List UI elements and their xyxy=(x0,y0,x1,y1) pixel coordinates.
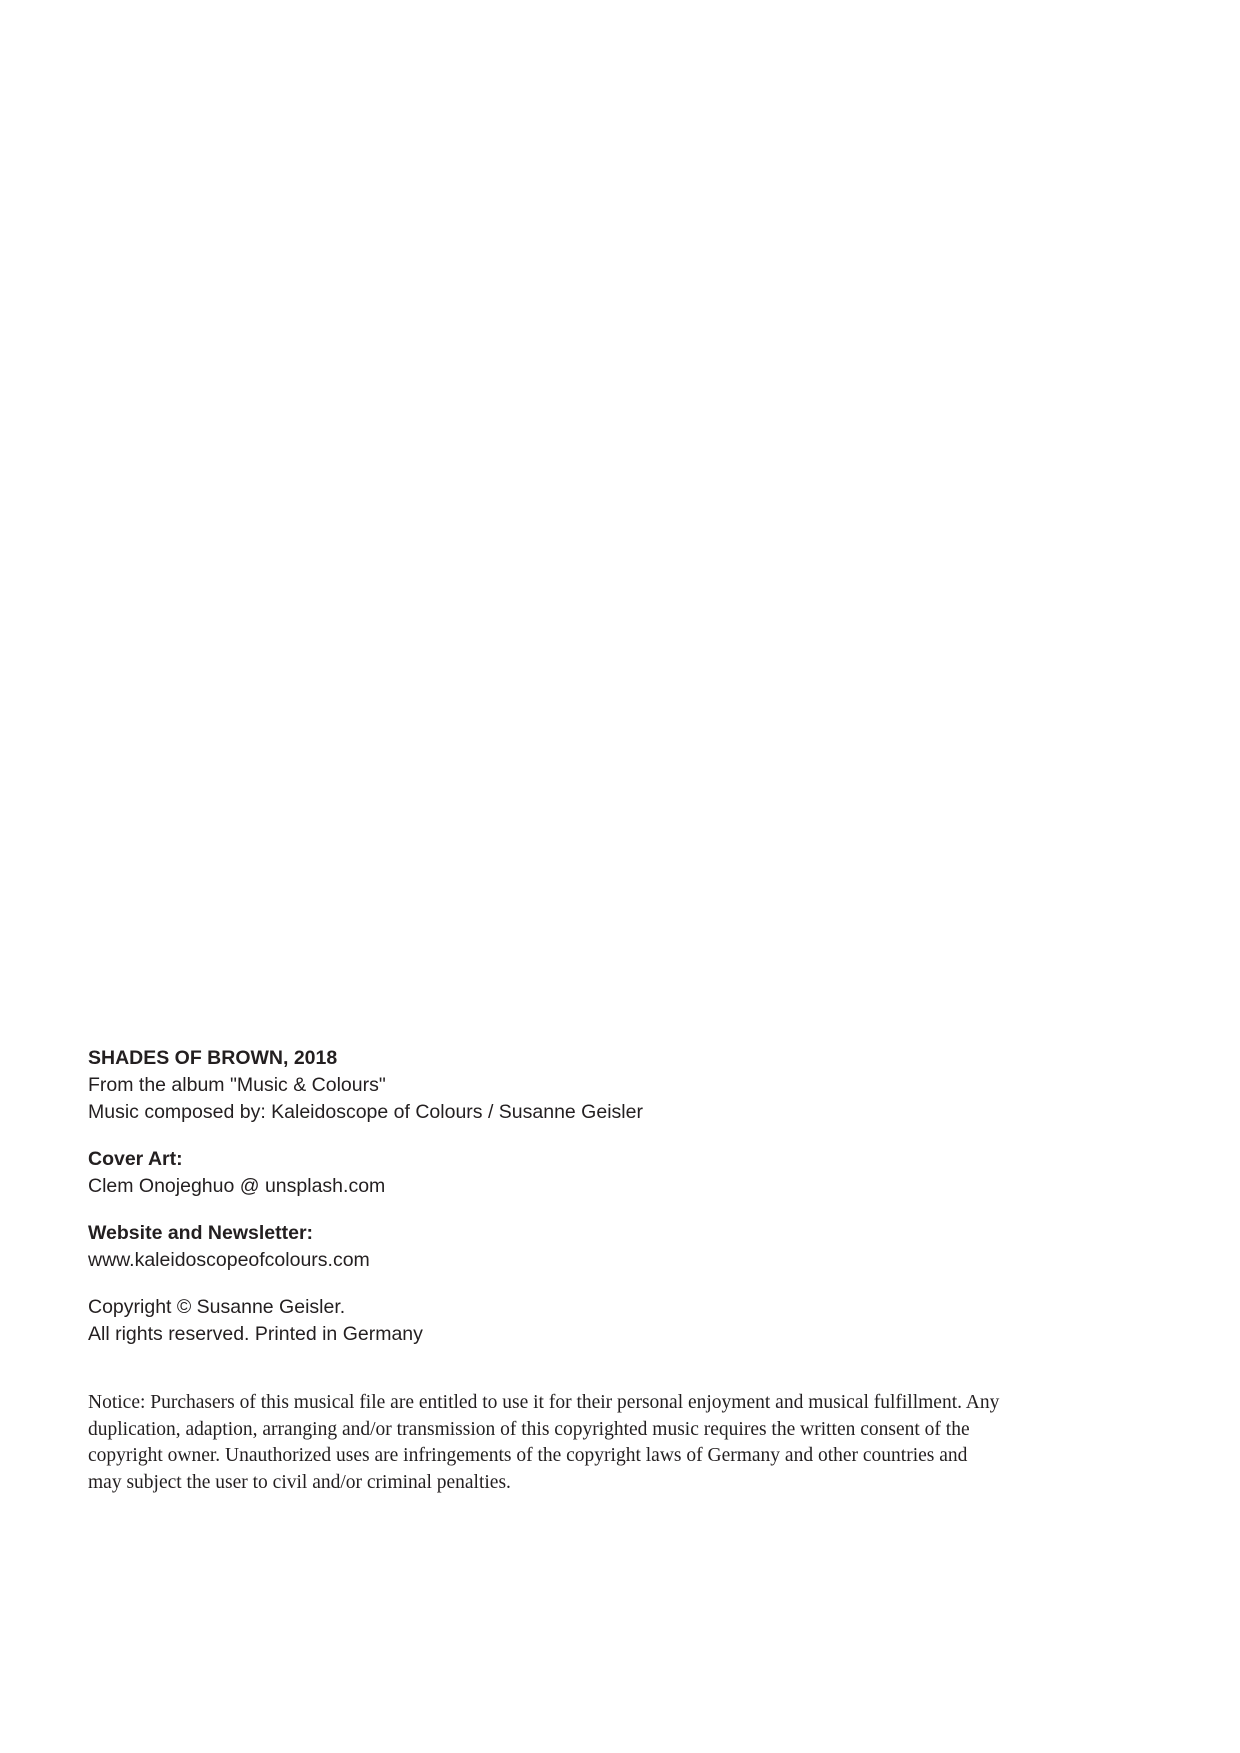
legal-notice-text: Notice: Purchasers of this musical file are entitled to use it for their personal enjoyment and musical fulfillment. Any duplication, adaption, arranging and/or transmission of this copyrighted music requires the written consent of the copyright owner. Unauthorized uses are infringements of the copyright laws of Germany and other countries and may subject the user to civil and/or criminal penalties. xyxy=(88,1392,1000,1493)
work-title: SHADES OF BROWN, 2018 xyxy=(88,1047,338,1069)
cover-art-credit: Clem Onojeghuo @ unsplash.com xyxy=(88,1175,386,1197)
colophon-block xyxy=(88,1045,1088,1348)
website-heading: Website and Newsletter: xyxy=(88,1222,314,1244)
cover-art-group xyxy=(88,1146,1088,1200)
copyright-line: Copyright © Susanne Geisler. xyxy=(88,1296,346,1318)
legal-notice xyxy=(88,1390,1003,1496)
spacer-1 xyxy=(88,1126,1088,1146)
rights-line: All rights reserved. Printed in Germany xyxy=(88,1323,423,1345)
album-line: From the album "Music & Colours" xyxy=(88,1074,386,1096)
website-group xyxy=(88,1220,1088,1274)
spacer-3 xyxy=(88,1274,1088,1294)
composer-line: Music composed by: Kaleidoscope of Colours / Susanne Geisler xyxy=(88,1101,643,1123)
spacer-2 xyxy=(88,1200,1088,1220)
copyright-group xyxy=(88,1294,1088,1348)
cover-art-heading: Cover Art: xyxy=(88,1148,183,1170)
title-group xyxy=(88,1045,1088,1126)
website-url[interactable]: www.kaleidoscopeofcolours.com xyxy=(88,1249,370,1271)
